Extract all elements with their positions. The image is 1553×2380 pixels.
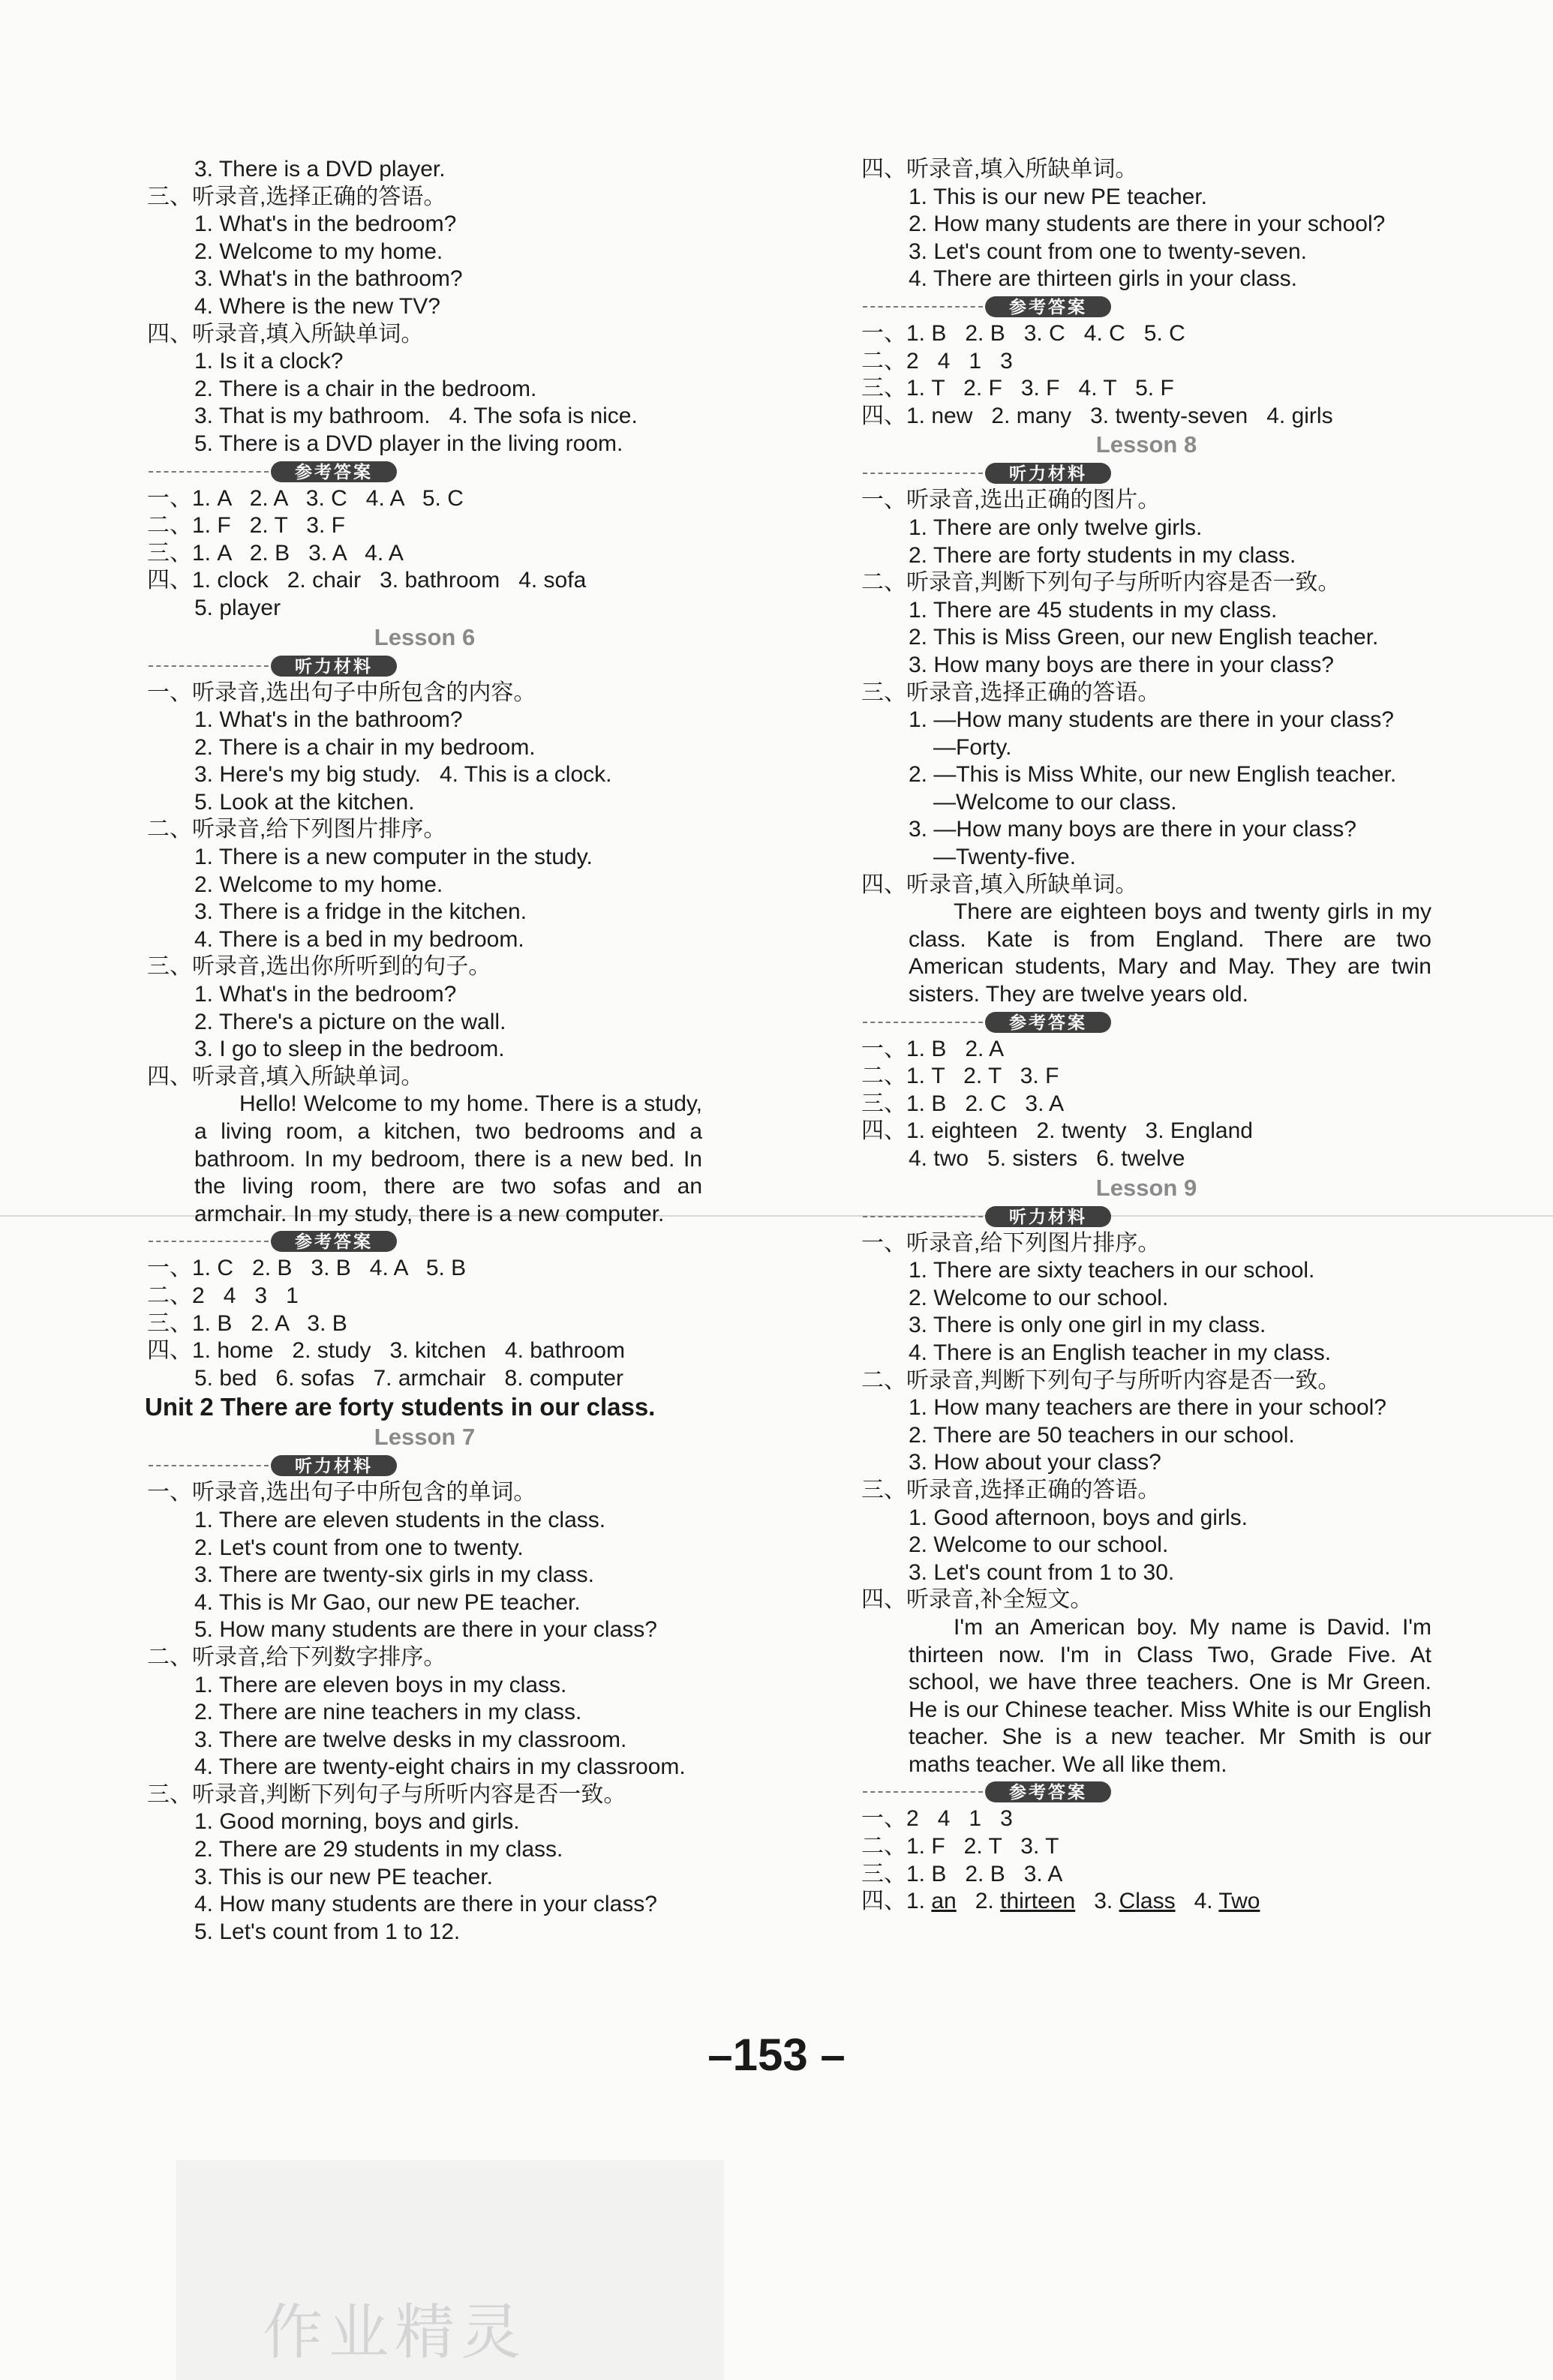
banner-label: 参考答案: [985, 1012, 1111, 1033]
text-line: 4. Where is the new TV?: [194, 293, 440, 319]
text-line: 3. Here's my big study. 4. This is a clock.: [194, 762, 612, 788]
answers-banner: [863, 1778, 1431, 1805]
answer-line: 三、1. A 2. B 3. A 4. A: [147, 540, 404, 566]
answer-line: 一、1. B 2. A: [861, 1036, 1005, 1061]
text-line: 3. What's in the bathroom?: [194, 266, 463, 292]
text-line: 2. Welcome to our school.: [909, 1285, 1169, 1310]
answer-line: 二、2 4 1 3: [861, 348, 1013, 374]
section-heading: 一、听录音,选出句子中所包含的单词。: [147, 1480, 536, 1505]
answer-line: 一、1. C 2. B 3. B 4. A 5. B: [147, 1256, 467, 1281]
page-number: –153 –: [707, 2030, 846, 2080]
text-line: 1. Good afternoon, boys and girls.: [909, 1505, 1248, 1530]
text-line: 3. Let's count from 1 to 30.: [909, 1559, 1175, 1585]
text-line: 3. There is only one girl in my class.: [909, 1313, 1266, 1338]
text-line: 2. There are 29 students in my class.: [194, 1837, 563, 1862]
answer-line: 三、1. B 2. B 3. A: [861, 1861, 1063, 1886]
text-line: 3. There is a fridge in the kitchen.: [194, 899, 527, 925]
answer-line: 二、1. F 2. T 3. F: [147, 513, 345, 539]
answer-line: [861, 1888, 1431, 1916]
text-line: 2. Welcome to my home.: [194, 239, 443, 264]
section-heading: 二、听录音,判断下列句子与所听内容是否一致。: [861, 570, 1341, 596]
answer-line: 一、2 4 1 3: [861, 1806, 1013, 1832]
text-line: 1. There are eleven boys in my class.: [194, 1672, 567, 1697]
text-line: 1. There are only twelve girls.: [909, 515, 1203, 540]
text-line: 3. —How many boys are there in your class?: [909, 817, 1356, 842]
unit-title: Unit 2 There are forty students in our class.: [145, 1393, 656, 1421]
banner-label: 听力材料: [271, 656, 397, 677]
answer-word: thirteen: [1000, 1889, 1076, 1914]
lesson7-material-tail: [861, 156, 1431, 293]
text-line: 1. Good morning, boys and girls.: [194, 1809, 520, 1835]
text-line: 1. What's in the bedroom?: [194, 982, 457, 1007]
text-line: 1. There is a new computer in the study.: [194, 845, 593, 870]
section-heading: 四、听录音,填入所缺单词。: [861, 872, 1138, 897]
banner-label: 参考答案: [271, 461, 397, 482]
text-line: 5. How many students are there in your class?: [194, 1617, 657, 1643]
answer-word: an: [931, 1889, 957, 1914]
answer-line: 5. bed 6. sofas 7. armchair 8. computer: [194, 1365, 623, 1391]
text-line: 4. How many students are there in your class?: [194, 1892, 657, 1917]
text-line: 1. What's in the bedroom?: [194, 212, 457, 237]
text-line: 5. Let's count from 1 to 12.: [194, 1919, 461, 1944]
text-line: 4. This is Mr Gao, our new PE teacher.: [194, 1589, 581, 1615]
text-line: 3. There are twelve desks in my classroom.: [194, 1727, 627, 1752]
lesson8-answers: [861, 1036, 1431, 1173]
watermark: 作业精灵: [263, 2297, 527, 2367]
answer-line: 三、1. B 2. A 3. B: [147, 1310, 347, 1336]
answer-line: 四、1. clock 2. chair 3. bathroom 4. sofa: [147, 568, 587, 593]
text-line: 1. There are 45 students in my class.: [909, 597, 1278, 623]
answer-line: 5. player: [194, 595, 281, 620]
text-line: —Twenty-five.: [933, 845, 1077, 870]
answers-banner: [149, 458, 702, 485]
text-line: 3. Let's count from one to twenty-seven.: [909, 239, 1308, 264]
answer-line: 一、1. B 2. B 3. C 4. C 5. C: [861, 320, 1185, 346]
lesson-title: Lesson 8: [1095, 431, 1197, 458]
listening-banner: [863, 460, 1431, 487]
section-heading: 三、听录音,选出你所听到的句子。: [147, 954, 491, 980]
text-line: 2. There's a picture on the wall.: [194, 1009, 506, 1034]
section-heading: 三、听录音,选择正确的答语。: [861, 1477, 1161, 1502]
answers-banner: [149, 1228, 702, 1255]
text-line: 4. There is a bed in my bedroom.: [194, 926, 524, 952]
lesson-title: Lesson 9: [1095, 1174, 1197, 1201]
answer-line: 四、1. home 2. study 3. kitchen 4. bathroom: [147, 1338, 625, 1364]
text-line: 1. Is it a clock?: [194, 349, 344, 374]
lesson6-answers: [147, 1255, 702, 1392]
text-line: 2. There is a chair in the bedroom.: [194, 376, 537, 401]
text-line: 1. There are eleven students in the class.: [194, 1507, 606, 1532]
answer-prefix: 四、1.: [861, 1889, 932, 1914]
section-heading: 一、听录音,选出句子中所包含的内容。: [147, 680, 536, 705]
text-line: 3. I go to sleep in the bedroom.: [194, 1037, 505, 1062]
lesson9-answers: [861, 1805, 1431, 1915]
text-line: 5. There is a DVD player in the living room.: [194, 431, 623, 456]
section-heading: 一、听录音,选出正确的图片。: [861, 488, 1161, 513]
banner-label: 参考答案: [985, 1781, 1111, 1802]
section-heading: 四、听录音,填入所缺单词。: [147, 1064, 424, 1089]
text-line: 2. There are 50 teachers in our school.: [909, 1422, 1295, 1448]
text-line: 3. This is our new PE teacher.: [194, 1864, 493, 1889]
text-line: 4. There are twenty-eight chairs in my classroom.: [194, 1754, 686, 1780]
text-line: 2. There is a chair in my bedroom.: [194, 734, 536, 760]
banner-label: 听力材料: [985, 1206, 1111, 1227]
text-line: 2. How many students are there in your school?: [909, 212, 1386, 237]
text-line: 4. There are thirteen girls in your class.: [909, 266, 1298, 292]
section-heading: 四、听录音,填入所缺单词。: [861, 157, 1138, 182]
lesson5-answers: [147, 485, 702, 623]
text-line: 1. There are sixty teachers in our school.: [909, 1258, 1315, 1283]
passage: Hello! Welcome to my home. There is a study, a living room, a kitchen, two bedrooms and a bathroom. In my bedroom, there is a new bed. In the living room, there are two sofas and an armchair. In my study, there is a new computer.: [194, 1091, 702, 1226]
text-line: 2. This is Miss Green, our new English teacher.: [909, 625, 1379, 650]
section-heading: 二、听录音,给下列数字排序。: [147, 1644, 446, 1670]
text-line: 4. There is an English teacher in my class.: [909, 1340, 1332, 1365]
text-line: 2. Let's count from one to twenty.: [194, 1535, 524, 1560]
answers-banner: [863, 293, 1431, 320]
answer-line: 三、1. B 2. C 3. A: [861, 1091, 1065, 1116]
section-heading: 四、听录音,补全短文。: [861, 1587, 1093, 1613]
text-line: 2. —This is Miss White, our new English teacher.: [909, 762, 1397, 788]
text-line: 1. This is our new PE teacher.: [909, 184, 1207, 209]
answer-line: 4. two 5. sisters 6. twelve: [909, 1146, 1185, 1171]
answers-banner: [863, 1009, 1431, 1036]
section-heading: 四、听录音,填入所缺单词。: [147, 321, 424, 347]
listening-banner: [149, 653, 702, 680]
section-heading: 三、听录音,选择正确的答语。: [147, 184, 446, 209]
banner-label: 听力材料: [985, 463, 1111, 484]
answer-number: 3.: [1094, 1889, 1119, 1914]
text-line: 3. How many boys are there in your class?: [909, 652, 1334, 677]
answer-number: 2.: [975, 1889, 1001, 1914]
text-line: 1. —How many students are there in your class?: [909, 707, 1394, 733]
lesson7-material: [147, 1479, 702, 1946]
answer-line: 四、1. eighteen 2. twenty 3. England: [861, 1118, 1253, 1144]
answer-number: 4.: [1194, 1889, 1219, 1914]
answer-line: 二、1. F 2. T 3. T: [861, 1834, 1059, 1859]
text-line: 3. There are twenty-six girls in my class.: [194, 1562, 594, 1588]
answer-line: 三、1. T 2. F 3. F 4. T 5. F: [861, 376, 1174, 401]
text-line: 3. That is my bathroom. 4. The sofa is nice.: [194, 404, 638, 429]
lesson9-material: [861, 1230, 1431, 1779]
answer-line: 一、1. A 2. A 3. C 4. A 5. C: [147, 485, 464, 511]
left-column: [147, 156, 702, 1946]
answer-line: 二、2 4 3 1: [147, 1283, 299, 1308]
passage: I'm an American boy. My name is David. I'm thirteen now. I'm in Class Two, Grade Five. At school, we have three teachers. One is Mr Green. He is our Chinese teacher. Miss White is our English teacher. She is a new teacher. Mr Smith is our maths teacher. We all like them.: [909, 1614, 1431, 1777]
text-line: 3. How about your class?: [909, 1450, 1161, 1475]
text-line: 5. Look at the kitchen.: [194, 789, 415, 815]
text-line: 2. Welcome to our school.: [909, 1532, 1169, 1558]
text-line: —Welcome to our class.: [933, 789, 1177, 815]
lesson5-material-tail: [147, 156, 702, 458]
text-line: —Forty.: [933, 734, 1012, 760]
section-heading: 一、听录音,给下列图片排序。: [861, 1230, 1161, 1256]
text-line: 1. What's in the bathroom?: [194, 707, 463, 733]
lesson-title: Lesson 6: [374, 623, 476, 650]
lesson6-material: [147, 680, 702, 1229]
banner-label: 听力材料: [271, 1455, 397, 1476]
banner-label: 参考答案: [985, 296, 1111, 317]
banner-label: 参考答案: [271, 1231, 397, 1252]
right-column: [861, 156, 1431, 1916]
text-line: 2. Welcome to my home.: [194, 872, 443, 897]
lesson-title: Lesson 7: [374, 1424, 476, 1451]
listening-banner: [863, 1203, 1431, 1230]
listening-banner: [149, 1452, 702, 1479]
lesson8-material: [861, 487, 1431, 1008]
answer-word: Class: [1119, 1889, 1176, 1914]
section-heading: 三、听录音,选择正确的答语。: [861, 680, 1161, 705]
answer-word: Two: [1218, 1889, 1260, 1914]
text-line: 2. There are forty students in my class.: [909, 542, 1296, 568]
text-line: 1. How many teachers are there in your school?: [909, 1395, 1386, 1421]
text-line: 3. There is a DVD player.: [194, 157, 446, 182]
text-line: 2. There are nine teachers in my class.: [194, 1700, 582, 1725]
section-heading: 二、听录音,给下列图片排序。: [147, 817, 446, 842]
section-heading: 三、听录音,判断下列句子与所听内容是否一致。: [147, 1781, 626, 1807]
lesson7-answers: [861, 320, 1431, 430]
answer-line: 二、1. T 2. T 3. F: [861, 1064, 1059, 1089]
answer-line: 四、1. new 2. many 3. twenty-seven 4. girls: [861, 403, 1333, 428]
passage: There are eighteen boys and twenty girls in my class. Kate is from England. There are two American students, Mary and May. They are twin sisters. They are twelve years old.: [909, 899, 1431, 1007]
section-heading: 二、听录音,判断下列句子与所听内容是否一致。: [861, 1367, 1341, 1393]
